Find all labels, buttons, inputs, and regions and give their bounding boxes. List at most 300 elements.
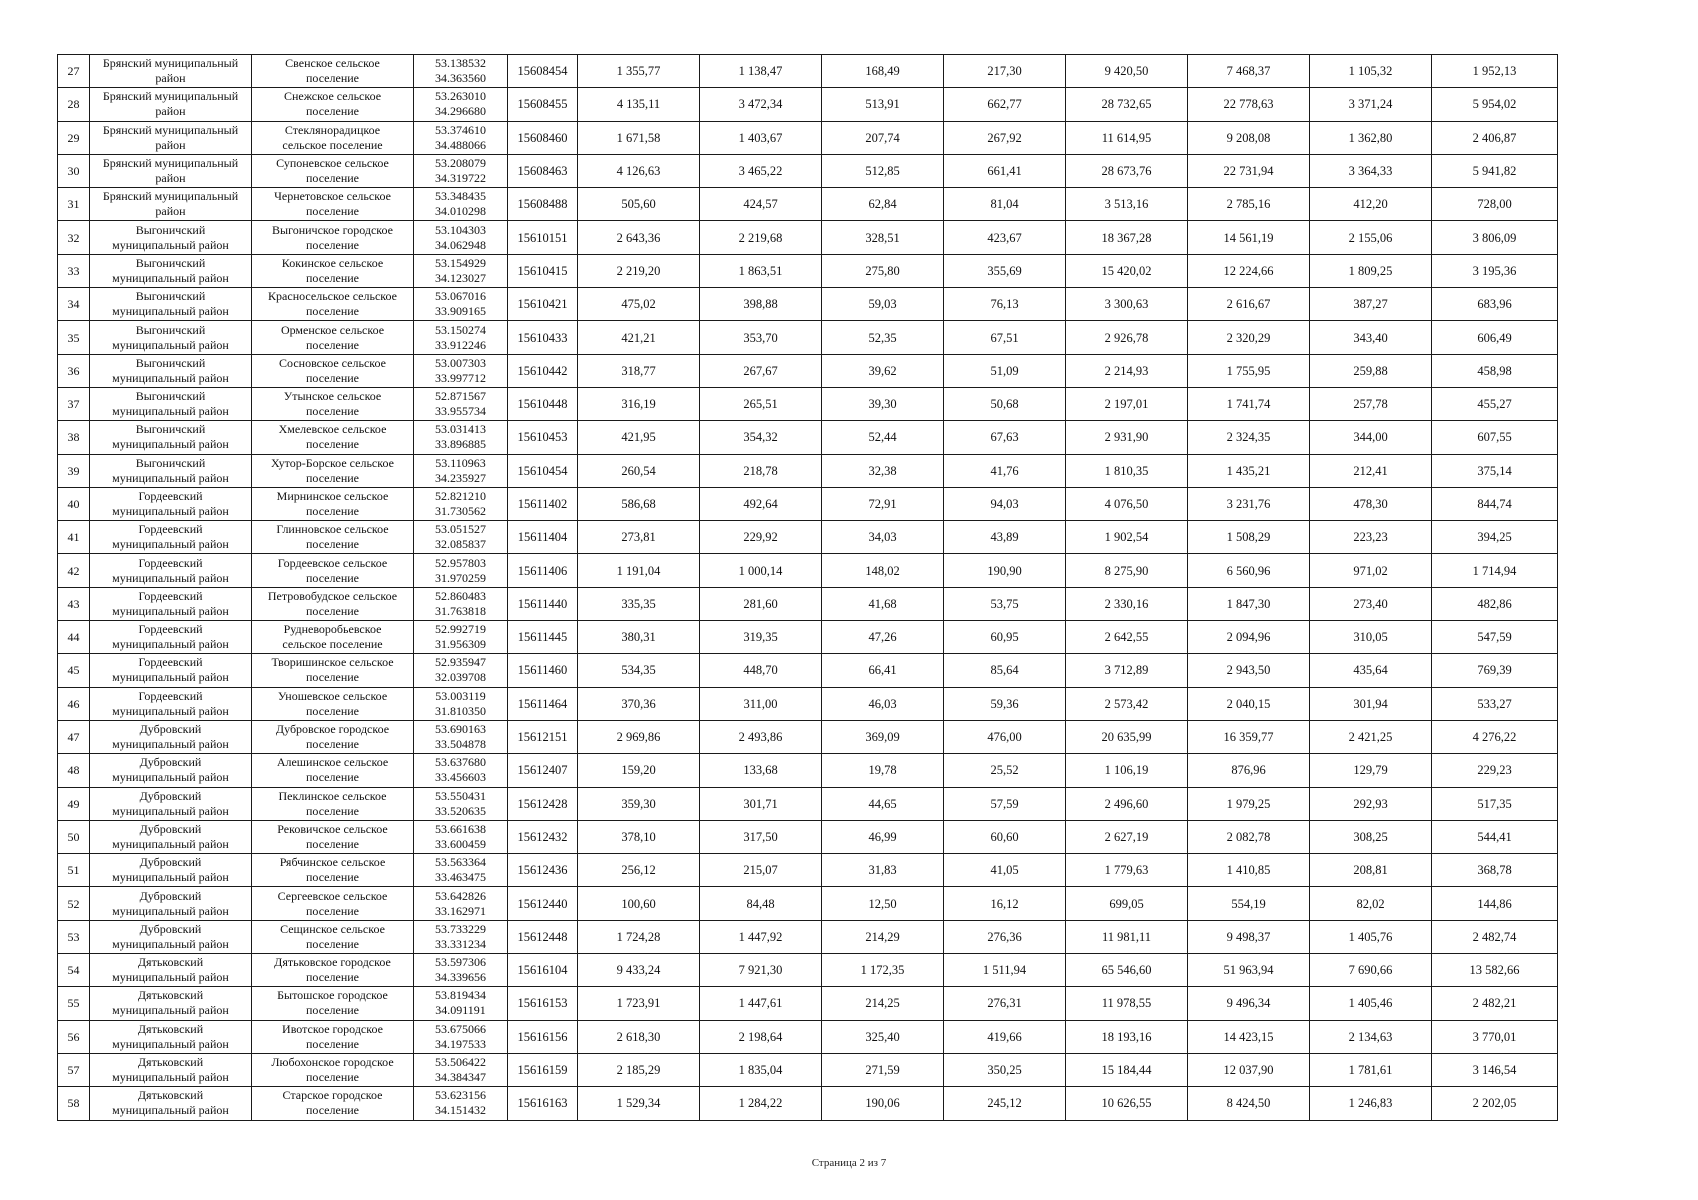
district-name-line: муниципальный район bbox=[112, 437, 229, 452]
coordinate-value: 31.730562 bbox=[435, 504, 486, 518]
settlement-name-line: Стеклянорадицкое bbox=[284, 122, 381, 137]
coordinate-value: 34.339656 bbox=[435, 970, 486, 985]
coordinate-value: 33.955734 bbox=[435, 404, 486, 419]
coordinate-value: 53.550431 bbox=[435, 788, 486, 803]
value-cell: 276,31 bbox=[944, 987, 1066, 1020]
settlement-cell bbox=[252, 887, 414, 920]
settlement-name-line: Рудневоробьевское bbox=[283, 622, 382, 637]
value-cell: 22 731,94 bbox=[1188, 154, 1310, 187]
district-cell bbox=[90, 654, 252, 687]
value-cell: 458,98 bbox=[1432, 354, 1558, 387]
district-cell bbox=[90, 387, 252, 420]
coordinates-cell bbox=[414, 288, 508, 321]
value-cell: 1 835,04 bbox=[700, 1053, 822, 1086]
value-cell: 769,39 bbox=[1432, 654, 1558, 687]
value-cell: 2 482,21 bbox=[1432, 987, 1558, 1020]
oktmo-code-cell: 15612432 bbox=[508, 820, 578, 853]
value-cell: 2 185,29 bbox=[578, 1053, 700, 1086]
coordinates-cell bbox=[414, 1020, 508, 1053]
settlement-name-line: поселение bbox=[305, 803, 359, 818]
settlement-name-line: поселение bbox=[305, 171, 359, 186]
value-cell: 370,36 bbox=[578, 687, 700, 720]
value-cell: 476,00 bbox=[944, 720, 1066, 753]
settlement-name-line: Снежское сельское bbox=[283, 89, 382, 104]
value-cell: 275,80 bbox=[822, 254, 944, 287]
settlement-name-line: Супоневское сельское bbox=[276, 156, 389, 171]
value-cell: 13 582,66 bbox=[1432, 954, 1558, 987]
value-cell: 8 424,50 bbox=[1188, 1087, 1310, 1120]
table-row bbox=[58, 221, 1558, 254]
settlement-name-line: Кокинское сельское bbox=[281, 255, 384, 270]
settlement-name-line: Дубровское городское bbox=[275, 722, 390, 737]
value-cell: 2 627,19 bbox=[1066, 820, 1188, 853]
coordinate-value: 53.690163 bbox=[435, 722, 486, 737]
value-cell: 308,25 bbox=[1310, 820, 1432, 853]
settlement-name-line: поселение bbox=[305, 670, 359, 685]
value-cell: 94,03 bbox=[944, 487, 1066, 520]
district-name-line: Дятьковский bbox=[137, 988, 204, 1003]
value-cell: 3 371,24 bbox=[1310, 88, 1432, 121]
value-cell: 3 513,16 bbox=[1066, 188, 1188, 221]
coordinates-cell bbox=[414, 154, 508, 187]
oktmo-code-cell: 15610442 bbox=[508, 354, 578, 387]
district-name-line: Выгоничский bbox=[135, 355, 206, 370]
value-cell: 455,27 bbox=[1432, 387, 1558, 420]
table-row bbox=[58, 720, 1558, 753]
value-cell: 207,74 bbox=[822, 121, 944, 154]
value-cell: 2 202,05 bbox=[1432, 1087, 1558, 1120]
settlement-name-line: Старское городское bbox=[282, 1088, 383, 1103]
value-cell: 66,41 bbox=[822, 654, 944, 687]
value-cell: 212,41 bbox=[1310, 454, 1432, 487]
settlement-name-line: поселение bbox=[305, 337, 359, 352]
value-cell: 448,70 bbox=[700, 654, 822, 687]
settlement-name-line: Красносельское сельское bbox=[268, 289, 397, 304]
value-cell: 1 511,94 bbox=[944, 954, 1066, 987]
district-name-line: Дубровский bbox=[139, 888, 202, 903]
settlement-name-line: поселение bbox=[305, 970, 359, 985]
value-cell: 2 931,90 bbox=[1066, 421, 1188, 454]
district-name-line: муниципальный район bbox=[112, 304, 229, 319]
settlement-cell bbox=[252, 421, 414, 454]
settlement-cell bbox=[252, 288, 414, 321]
value-cell: 3 300,63 bbox=[1066, 288, 1188, 321]
district-name-line: муниципальный район bbox=[112, 637, 229, 652]
district-cell bbox=[90, 221, 252, 254]
table-row bbox=[58, 920, 1558, 953]
value-cell: 2 421,25 bbox=[1310, 720, 1432, 753]
row-number-cell: 39 bbox=[58, 454, 90, 487]
coordinate-value: 33.520635 bbox=[435, 803, 486, 818]
district-name-line: муниципальный район bbox=[112, 737, 229, 752]
coordinates-cell bbox=[414, 421, 508, 454]
oktmo-code-cell: 15610415 bbox=[508, 254, 578, 287]
settlement-cell bbox=[252, 121, 414, 154]
value-cell: 44,65 bbox=[822, 787, 944, 820]
settlement-cell bbox=[252, 621, 414, 654]
value-cell: 2 493,86 bbox=[700, 720, 822, 753]
settlement-name-line: Уношевское сельское bbox=[277, 688, 388, 703]
value-cell: 5 954,02 bbox=[1432, 88, 1558, 121]
value-cell: 18 193,16 bbox=[1066, 1020, 1188, 1053]
value-cell: 1 723,91 bbox=[578, 987, 700, 1020]
coordinate-value: 53.051527 bbox=[435, 522, 486, 537]
settlement-name-line: Чернетовское сельское bbox=[274, 189, 391, 204]
value-cell: 513,91 bbox=[822, 88, 944, 121]
coordinate-value: 53.150274 bbox=[435, 322, 486, 337]
oktmo-code-cell: 15610151 bbox=[508, 221, 578, 254]
value-cell: 398,88 bbox=[700, 288, 822, 321]
value-cell: 2 198,64 bbox=[700, 1020, 822, 1053]
coordinate-value: 52.860483 bbox=[435, 588, 486, 603]
value-cell: 208,81 bbox=[1310, 854, 1432, 887]
settlement-cell bbox=[252, 221, 414, 254]
district-name-line: Гордеевский bbox=[138, 522, 203, 537]
value-cell: 1 355,77 bbox=[578, 55, 700, 88]
value-cell: 505,60 bbox=[578, 188, 700, 221]
coordinate-value: 53.637680 bbox=[435, 755, 486, 770]
value-cell: 662,77 bbox=[944, 88, 1066, 121]
value-cell: 67,63 bbox=[944, 421, 1066, 454]
district-cell bbox=[90, 587, 252, 620]
settlement-name-line: Пеклинское сельское bbox=[278, 788, 387, 803]
value-cell: 41,76 bbox=[944, 454, 1066, 487]
district-name-line: муниципальный район bbox=[112, 1036, 229, 1051]
value-cell: 435,64 bbox=[1310, 654, 1432, 687]
coordinates-cell bbox=[414, 621, 508, 654]
settlement-name-line: поселение bbox=[305, 903, 359, 918]
value-cell: 81,04 bbox=[944, 188, 1066, 221]
value-cell: 60,95 bbox=[944, 621, 1066, 654]
coordinate-value: 33.456603 bbox=[435, 770, 486, 785]
district-cell bbox=[90, 188, 252, 221]
settlement-cell bbox=[252, 787, 414, 820]
value-cell: 586,68 bbox=[578, 487, 700, 520]
district-name-line: муниципальный район bbox=[112, 537, 229, 552]
value-cell: 421,21 bbox=[578, 321, 700, 354]
settlement-name-line: поселение bbox=[305, 204, 359, 219]
page-number-label: Страница 2 из 7 bbox=[811, 1157, 887, 1169]
row-number-cell: 31 bbox=[58, 188, 90, 221]
district-name-line: район bbox=[155, 137, 186, 152]
value-cell: 534,35 bbox=[578, 654, 700, 687]
value-cell: 2 219,20 bbox=[578, 254, 700, 287]
settlement-name-line: Рековичское сельское bbox=[277, 821, 388, 836]
row-number-cell: 56 bbox=[58, 1020, 90, 1053]
coordinates-cell bbox=[414, 987, 508, 1020]
value-cell: 2 406,87 bbox=[1432, 121, 1558, 154]
district-cell bbox=[90, 621, 252, 654]
value-cell: 3 465,22 bbox=[700, 154, 822, 187]
coordinate-value: 53.031413 bbox=[435, 422, 486, 437]
value-cell: 1 410,85 bbox=[1188, 854, 1310, 887]
value-cell: 1 403,67 bbox=[700, 121, 822, 154]
settlement-name-line: поселение bbox=[305, 470, 359, 485]
row-number-cell: 45 bbox=[58, 654, 90, 687]
district-cell bbox=[90, 854, 252, 887]
district-cell bbox=[90, 1020, 252, 1053]
settlement-cell bbox=[252, 454, 414, 487]
oktmo-code-cell: 15611440 bbox=[508, 587, 578, 620]
coordinate-value: 53.733229 bbox=[435, 921, 486, 936]
settlement-name-line: Петровобудское сельское bbox=[267, 588, 398, 603]
district-name-line: муниципальный район bbox=[112, 570, 229, 585]
coordinates-cell bbox=[414, 954, 508, 987]
district-cell bbox=[90, 954, 252, 987]
settlement-cell bbox=[252, 387, 414, 420]
coordinates-cell bbox=[414, 254, 508, 287]
coordinate-value: 53.007303 bbox=[435, 355, 486, 370]
value-cell: 9 208,08 bbox=[1188, 121, 1310, 154]
value-cell: 12 224,66 bbox=[1188, 254, 1310, 287]
oktmo-code-cell: 15616104 bbox=[508, 954, 578, 987]
value-cell: 2 320,29 bbox=[1188, 321, 1310, 354]
value-cell: 1 405,46 bbox=[1310, 987, 1432, 1020]
settlement-name-line: поселение bbox=[305, 104, 359, 119]
district-name-line: муниципальный район bbox=[112, 470, 229, 485]
value-cell: 260,54 bbox=[578, 454, 700, 487]
value-cell: 133,68 bbox=[700, 754, 822, 787]
settlement-name-line: поселение bbox=[305, 870, 359, 885]
coordinates-cell bbox=[414, 88, 508, 121]
coordinates-cell bbox=[414, 354, 508, 387]
settlement-cell bbox=[252, 55, 414, 88]
district-name-line: Дятьковский bbox=[137, 1055, 204, 1070]
value-cell: 8 275,90 bbox=[1066, 554, 1188, 587]
coordinate-value: 34.151432 bbox=[435, 1103, 486, 1118]
coordinate-value: 53.506422 bbox=[435, 1055, 486, 1070]
settlement-name-line: Мирнинское сельское bbox=[276, 489, 389, 503]
value-cell: 478,30 bbox=[1310, 487, 1432, 520]
value-cell: 148,02 bbox=[822, 554, 944, 587]
value-cell: 3 472,34 bbox=[700, 88, 822, 121]
coordinate-value: 33.600459 bbox=[435, 836, 486, 851]
coordinate-value: 33.909165 bbox=[435, 304, 486, 319]
value-cell: 2 482,74 bbox=[1432, 920, 1558, 953]
value-cell: 256,12 bbox=[578, 854, 700, 887]
settlement-name-line: Свенское сельское bbox=[285, 56, 380, 71]
value-cell: 34,03 bbox=[822, 521, 944, 554]
settlement-cell bbox=[252, 487, 414, 520]
settlement-name-line: поселение bbox=[305, 603, 359, 618]
settlement-name-line: поселение bbox=[305, 437, 359, 452]
value-cell: 350,25 bbox=[944, 1053, 1066, 1086]
value-cell: 2 643,36 bbox=[578, 221, 700, 254]
settlement-name-line: Выгоничское городское bbox=[272, 222, 393, 237]
value-cell: 6 560,96 bbox=[1188, 554, 1310, 587]
district-name-line: Выгоничский bbox=[135, 255, 206, 270]
value-cell: 84,48 bbox=[700, 887, 822, 920]
district-name-line: Брянский муниципальный bbox=[102, 56, 239, 71]
settlement-cell bbox=[252, 920, 414, 953]
district-name-line: Гордеевский bbox=[138, 555, 203, 570]
district-cell bbox=[90, 720, 252, 753]
value-cell: 11 981,11 bbox=[1066, 920, 1188, 953]
value-cell: 5 941,82 bbox=[1432, 154, 1558, 187]
table-row bbox=[58, 354, 1558, 387]
settlement-cell bbox=[252, 1087, 414, 1120]
value-cell: 190,90 bbox=[944, 554, 1066, 587]
settlement-name-line: поселение bbox=[305, 71, 359, 86]
district-cell bbox=[90, 55, 252, 88]
table-row bbox=[58, 954, 1558, 987]
row-number-cell: 33 bbox=[58, 254, 90, 287]
value-cell: 344,00 bbox=[1310, 421, 1432, 454]
settlement-name-line: Ивотское городское bbox=[282, 1021, 383, 1036]
value-cell: 159,20 bbox=[578, 754, 700, 787]
table-row bbox=[58, 1020, 1558, 1053]
value-cell: 267,92 bbox=[944, 121, 1066, 154]
row-number-cell: 57 bbox=[58, 1053, 90, 1086]
value-cell: 412,20 bbox=[1310, 188, 1432, 221]
value-cell: 482,86 bbox=[1432, 587, 1558, 620]
value-cell: 292,93 bbox=[1310, 787, 1432, 820]
table-row bbox=[58, 687, 1558, 720]
oktmo-code-cell: 15616153 bbox=[508, 987, 578, 1020]
settlement-name-line: поселение bbox=[305, 270, 359, 285]
value-cell: 32,38 bbox=[822, 454, 944, 487]
district-name-line: муниципальный район bbox=[112, 903, 229, 918]
value-cell: 1 447,92 bbox=[700, 920, 822, 953]
value-cell: 2 219,68 bbox=[700, 221, 822, 254]
district-cell bbox=[90, 920, 252, 953]
district-name-line: муниципальный район bbox=[112, 803, 229, 818]
coordinates-cell bbox=[414, 1087, 508, 1120]
value-cell: 4 276,22 bbox=[1432, 720, 1558, 753]
row-number-cell: 42 bbox=[58, 554, 90, 587]
value-cell: 844,74 bbox=[1432, 487, 1558, 520]
row-number-cell: 40 bbox=[58, 487, 90, 520]
oktmo-code-cell: 15611445 bbox=[508, 621, 578, 654]
value-cell: 2 969,86 bbox=[578, 720, 700, 753]
value-cell: 301,71 bbox=[700, 787, 822, 820]
value-cell: 1 902,54 bbox=[1066, 521, 1188, 554]
district-name-line: Дятьковский bbox=[137, 1088, 204, 1103]
value-cell: 301,94 bbox=[1310, 687, 1432, 720]
settlement-name-line: Дятьковское городское bbox=[274, 955, 391, 970]
settlement-name-line: поселение bbox=[305, 304, 359, 319]
value-cell: 1 284,22 bbox=[700, 1087, 822, 1120]
coordinate-value: 53.597306 bbox=[435, 955, 486, 970]
settlement-name-line: поселение bbox=[305, 570, 359, 585]
coordinates-cell bbox=[414, 521, 508, 554]
district-name-line: район bbox=[155, 104, 186, 119]
district-name-line: муниципальный район bbox=[112, 237, 229, 252]
district-name-line: муниципальный район bbox=[112, 970, 229, 985]
value-cell: 3 712,89 bbox=[1066, 654, 1188, 687]
value-cell: 359,30 bbox=[578, 787, 700, 820]
row-number-cell: 54 bbox=[58, 954, 90, 987]
table-row bbox=[58, 887, 1558, 920]
value-cell: 1 810,35 bbox=[1066, 454, 1188, 487]
settlement-cell bbox=[252, 354, 414, 387]
table-row bbox=[58, 654, 1558, 687]
value-cell: 53,75 bbox=[944, 587, 1066, 620]
district-name-line: муниципальный район bbox=[112, 836, 229, 851]
value-cell: 59,36 bbox=[944, 687, 1066, 720]
value-cell: 223,23 bbox=[1310, 521, 1432, 554]
value-cell: 2 324,35 bbox=[1188, 421, 1310, 454]
row-number-cell: 53 bbox=[58, 920, 90, 953]
settlement-cell bbox=[252, 754, 414, 787]
value-cell: 51 963,94 bbox=[1188, 954, 1310, 987]
value-cell: 16,12 bbox=[944, 887, 1066, 920]
district-name-line: муниципальный район bbox=[112, 1003, 229, 1018]
oktmo-code-cell: 15610421 bbox=[508, 288, 578, 321]
value-cell: 2 155,06 bbox=[1310, 221, 1432, 254]
row-number-cell: 27 bbox=[58, 55, 90, 88]
value-cell: 1 191,04 bbox=[578, 554, 700, 587]
oktmo-code-cell: 15612448 bbox=[508, 920, 578, 953]
oktmo-code-cell: 15610433 bbox=[508, 321, 578, 354]
coordinate-value: 33.504878 bbox=[435, 737, 486, 752]
settlement-name-line: Утынское сельское bbox=[283, 389, 382, 404]
value-cell: 369,09 bbox=[822, 720, 944, 753]
coordinates-cell bbox=[414, 654, 508, 687]
value-cell: 9 420,50 bbox=[1066, 55, 1188, 88]
coordinates-cell bbox=[414, 720, 508, 753]
coordinate-value: 31.956309 bbox=[435, 637, 486, 652]
value-cell: 10 626,55 bbox=[1066, 1087, 1188, 1120]
value-cell: 52,44 bbox=[822, 421, 944, 454]
district-cell bbox=[90, 154, 252, 187]
value-cell: 265,51 bbox=[700, 387, 822, 420]
row-number-cell: 44 bbox=[58, 621, 90, 654]
district-name-line: Гордеевский bbox=[138, 688, 203, 703]
district-name-line: Дубровский bbox=[139, 855, 202, 870]
row-number-cell: 48 bbox=[58, 754, 90, 787]
row-number-cell: 47 bbox=[58, 720, 90, 753]
value-cell: 421,95 bbox=[578, 421, 700, 454]
value-cell: 2 330,16 bbox=[1066, 587, 1188, 620]
oktmo-code-cell: 15612436 bbox=[508, 854, 578, 887]
settlement-name-line: поселение bbox=[305, 836, 359, 851]
value-cell: 380,31 bbox=[578, 621, 700, 654]
coordinate-value: 53.819434 bbox=[435, 988, 486, 1003]
value-cell: 1 809,25 bbox=[1310, 254, 1432, 287]
coordinate-value: 31.810350 bbox=[435, 703, 486, 718]
oktmo-code-cell: 15608488 bbox=[508, 188, 578, 221]
value-cell: 533,27 bbox=[1432, 687, 1558, 720]
coordinate-value: 32.085837 bbox=[435, 537, 486, 552]
district-name-line: Дубровский bbox=[139, 921, 202, 936]
district-name-line: Дубровский bbox=[139, 821, 202, 836]
district-cell bbox=[90, 121, 252, 154]
district-name-line: муниципальный район bbox=[112, 370, 229, 385]
district-name-line: Выгоничский bbox=[135, 289, 206, 304]
value-cell: 606,49 bbox=[1432, 321, 1558, 354]
settlement-cell bbox=[252, 954, 414, 987]
settlement-name-line: поселение bbox=[305, 237, 359, 252]
value-cell: 214,25 bbox=[822, 987, 944, 1020]
row-number-cell: 46 bbox=[58, 687, 90, 720]
district-name-line: Гордеевский bbox=[138, 588, 203, 603]
coordinate-value: 33.463475 bbox=[435, 870, 486, 885]
value-cell: 2 197,01 bbox=[1066, 387, 1188, 420]
value-cell: 51,09 bbox=[944, 354, 1066, 387]
value-cell: 46,03 bbox=[822, 687, 944, 720]
value-cell: 257,78 bbox=[1310, 387, 1432, 420]
value-cell: 661,41 bbox=[944, 154, 1066, 187]
value-cell: 387,27 bbox=[1310, 288, 1432, 321]
value-cell: 512,85 bbox=[822, 154, 944, 187]
coordinate-value: 34.296680 bbox=[435, 104, 486, 119]
value-cell: 214,29 bbox=[822, 920, 944, 953]
value-cell: 728,00 bbox=[1432, 188, 1558, 221]
value-cell: 1 000,14 bbox=[700, 554, 822, 587]
value-cell: 59,03 bbox=[822, 288, 944, 321]
oktmo-code-cell: 15616163 bbox=[508, 1087, 578, 1120]
